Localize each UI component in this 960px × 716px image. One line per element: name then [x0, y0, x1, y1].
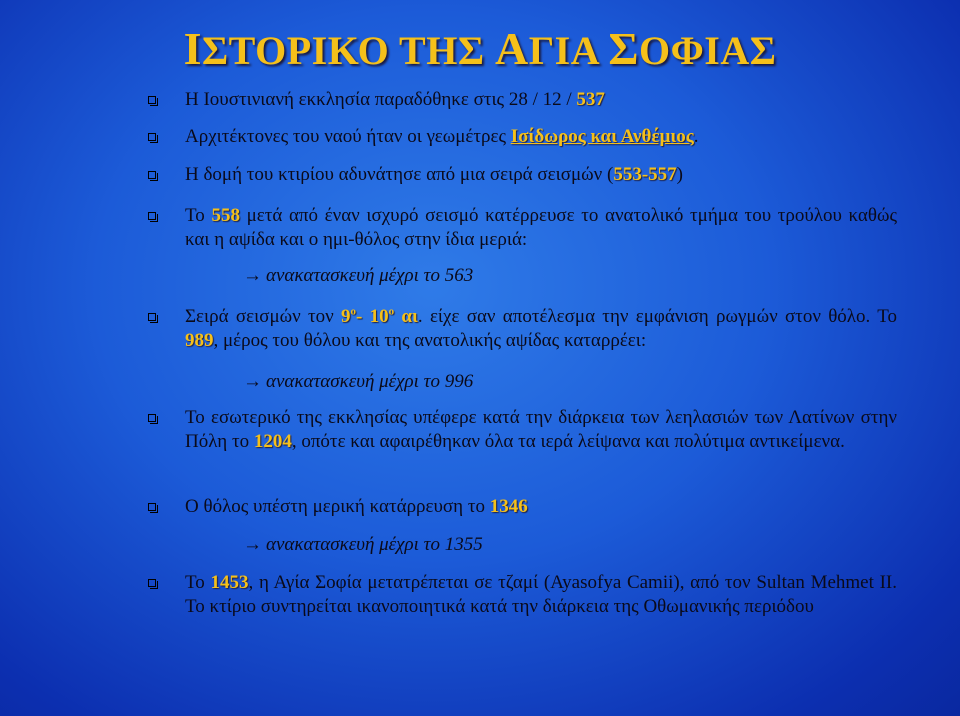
checkbox-bullet-icon: [148, 133, 156, 141]
checkbox-bullet-icon: [148, 171, 156, 179]
list-item: Η δομή του κτιρίου αδυνάτησε από μια σειρά σεισμών (553-557): [185, 163, 897, 187]
list-item: Το 1453, η Αγία Σοφία μετατρέπεται σε τζαμί (Ayasofya Camii), από τον Sultan Mehmet II. Το κτίριο συντηρείται ικανοποιητικά κατά την διάρκεια της Οθωμανικής περιόδου: [185, 571, 897, 619]
arrow-right-icon: →: [243, 534, 262, 555]
list-item: Ο θόλος υπέστη μερική κατάρρευση το 1346: [185, 495, 897, 519]
list-item: Το 558 μετά από έναν ισχυρό σεισμό κατέρρευσε το ανατολικό τμήμα του τρούλου καθώς και η αψίδα και ο ημι-θόλος στην ίδια μεριά:: [185, 204, 897, 252]
sub-note: → ανακατασκευή μέχρι το 1355: [243, 534, 483, 555]
checkbox-bullet-icon: [148, 414, 156, 422]
arrow-right-icon: →: [243, 371, 262, 392]
checkbox-bullet-icon: [148, 96, 156, 104]
list-item: Η Ιουστινιανή εκκλησία παραδόθηκε στις 28 / 12 / 537: [185, 88, 897, 112]
list-item: Αρχιτέκτονες του ναού ήταν οι γεωμέτρες Ισίδωρος και Ανθέμιος.: [185, 125, 897, 149]
checkbox-bullet-icon: [148, 212, 156, 220]
checkbox-bullet-icon: [148, 503, 156, 511]
sub-note: → ανακατασκευή μέχρι το 563: [243, 265, 474, 286]
checkbox-bullet-icon: [148, 313, 156, 321]
slide-title: ΙΣΤΟΡΙΚΟ ΤΗΣ ΑΓΙΑ ΣΟΦΙΑΣ: [183, 23, 777, 74]
checkbox-bullet-icon: [148, 579, 156, 587]
list-item: Σειρά σεισμών τον $9^o-$ $10^o$ αι. είχε σαν αποτέλεσμα την εμφάνιση ρωγμών στον θόλο. Το 989, μέρος του θόλου και της ανατολικής αψίδας καταρρέει:: [185, 305, 897, 353]
list-item: Το εσωτερικό της εκκλησίας υπέφερε κατά την διάρκεια των λεηλασιών των Λατίνων στην Πόλη το 1204, οπότε και αφαιρέθηκαν όλα τα ιερά λείψανα και πολύτιμα αντικείμενα.: [185, 406, 897, 454]
sub-note: → ανακατασκευή μέχρι το 996: [243, 371, 474, 392]
arrow-right-icon: →: [243, 265, 262, 286]
